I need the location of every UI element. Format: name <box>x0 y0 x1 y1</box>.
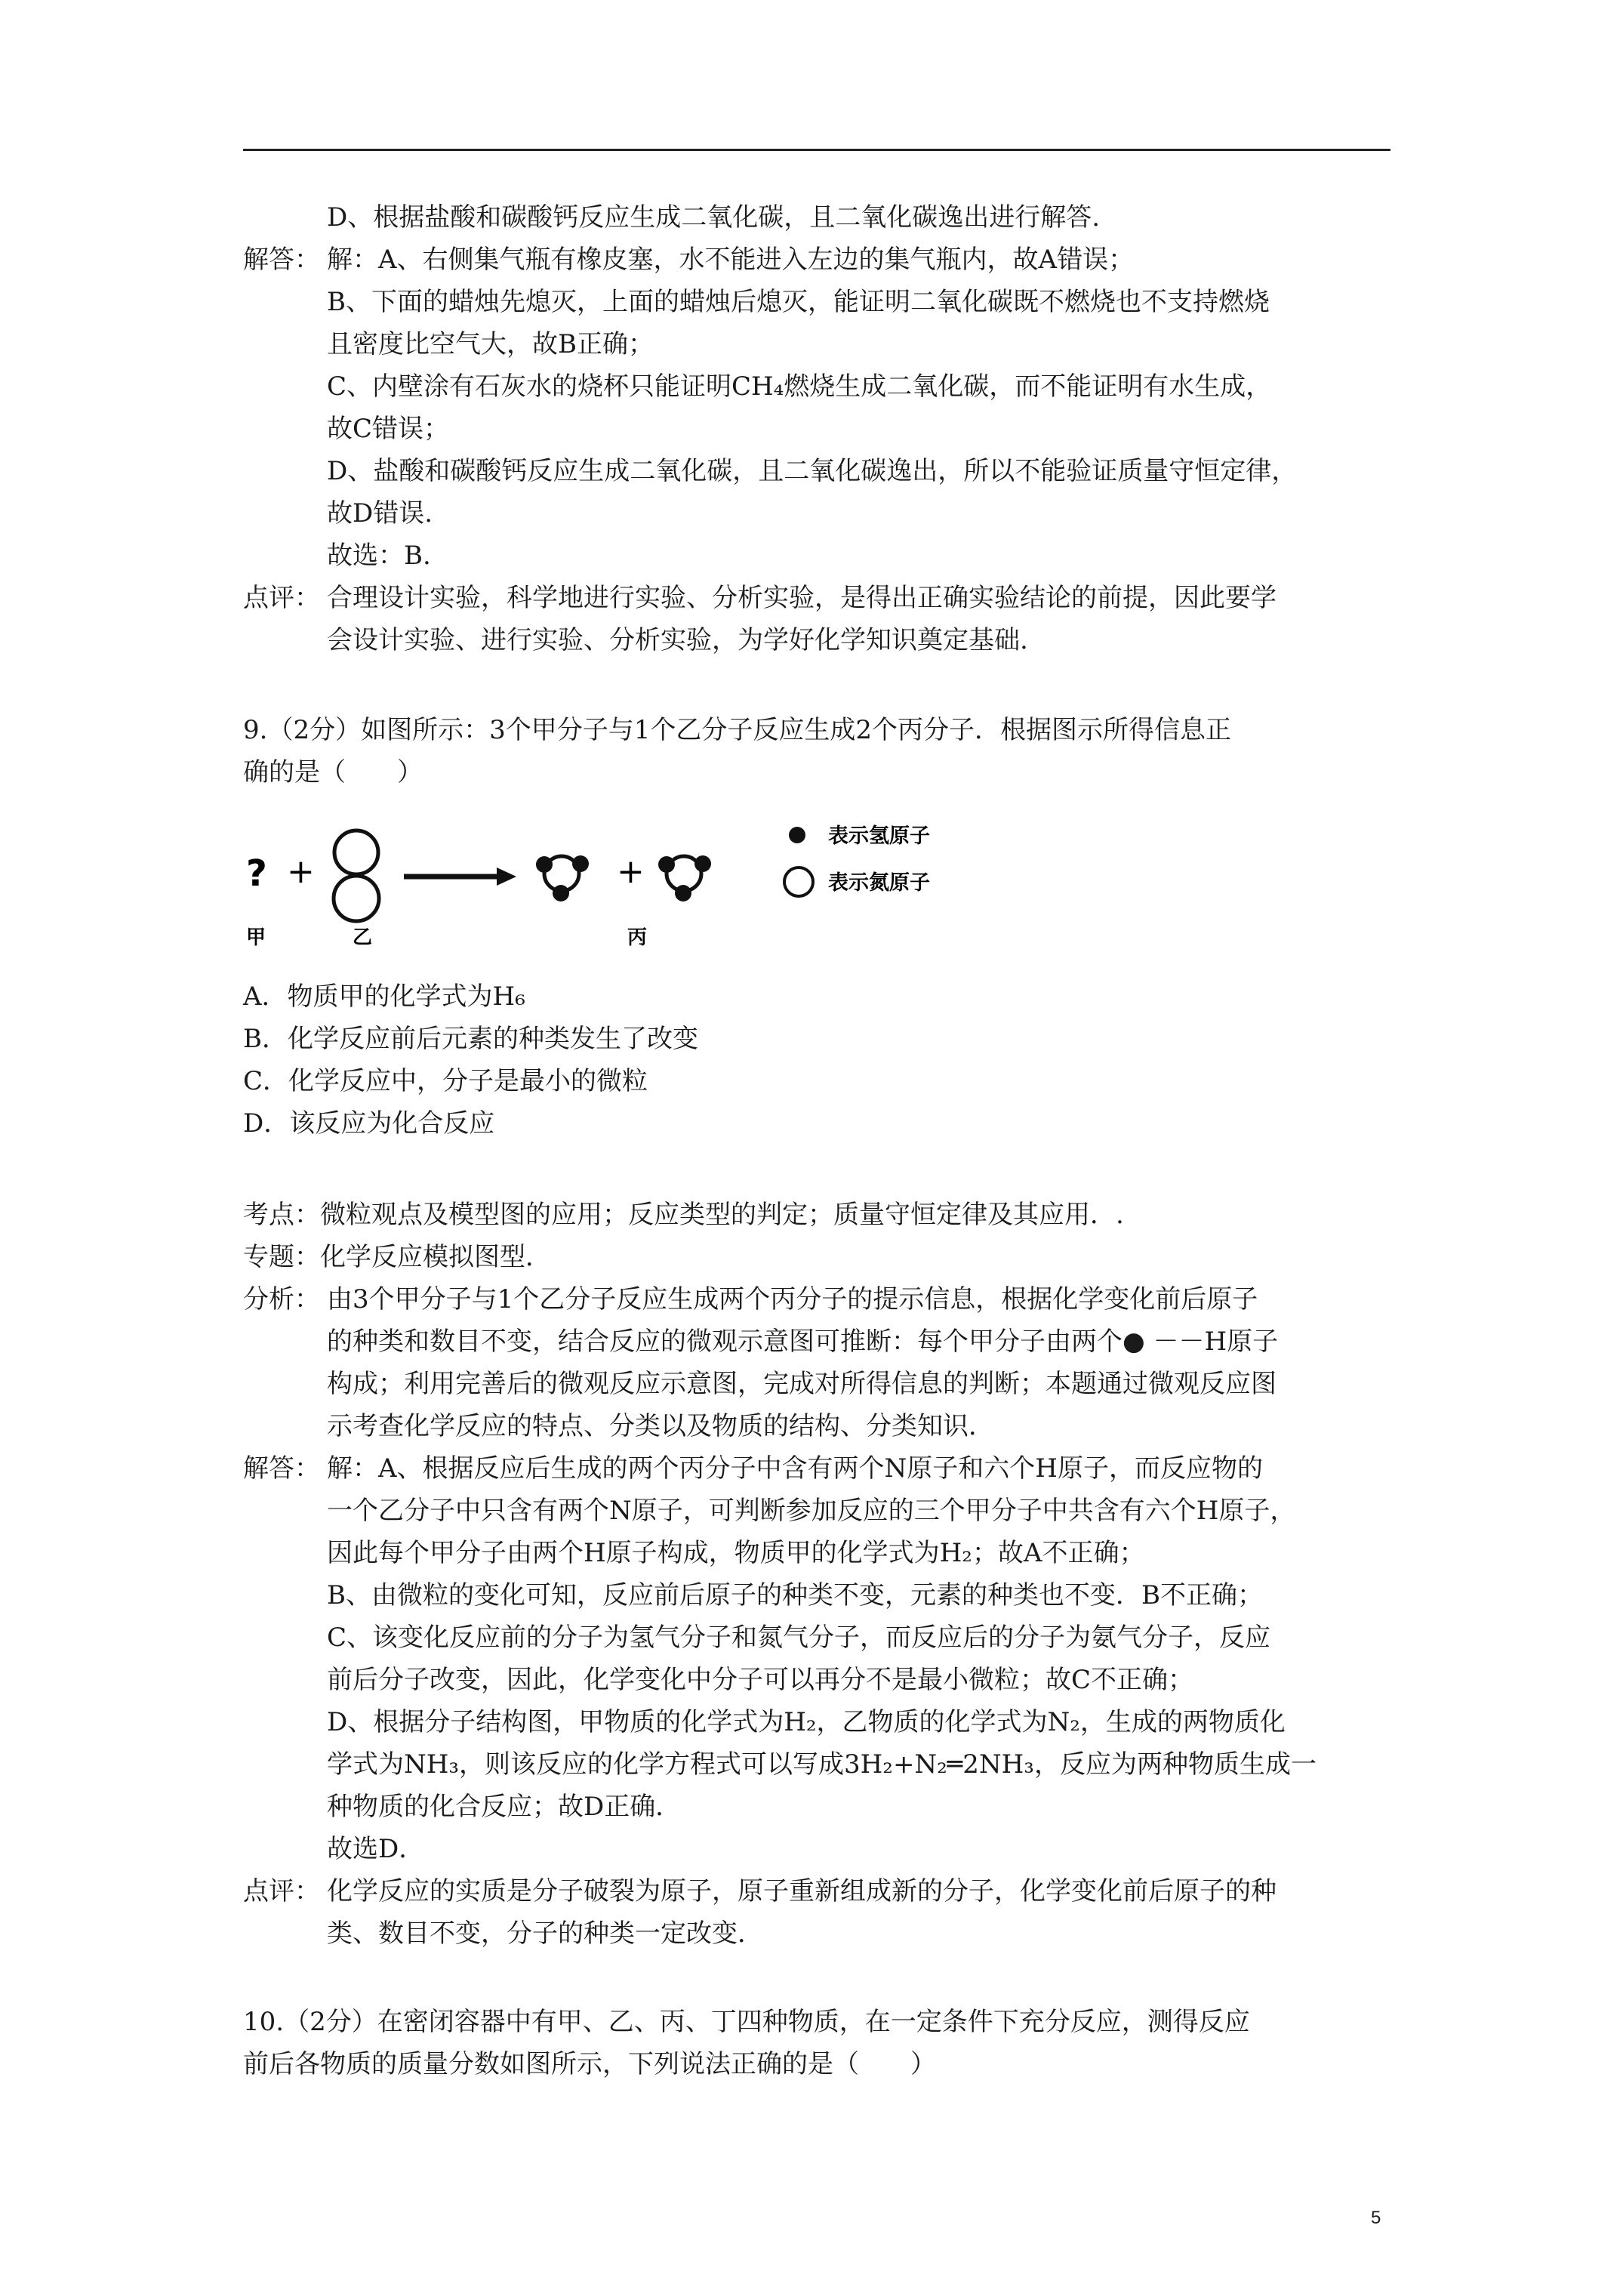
header-rule <box>243 149 1390 151</box>
q10-stem-line: 前后各物质的质量分数如图所示，下列说法正确的是（ ） <box>243 2049 936 2079</box>
legend-hydrogen-label: 表示氢原子 <box>828 824 930 848</box>
q9-option-c: C．化学反应中，分子是最小的微粒 <box>243 1066 648 1096</box>
q9-jieda-label: 解答： <box>243 1453 320 1484</box>
q9-dianping-line: 类、数目不变，分子的种类一定改变． <box>327 1918 763 1949</box>
q9-zhuanti: 专题：化学反应模拟图型． <box>243 1242 551 1272</box>
q8-comment-label: 点评： <box>243 583 320 613</box>
nh3-molecule <box>536 855 589 901</box>
hydrogen-atom-legend-icon <box>789 827 805 843</box>
q9-reaction-figure <box>243 819 1013 959</box>
q9-jieda-line: 学式为NH₃，则该反应的化学方程式可以写成3H₂+N₂═2NH₃，反应为两种物质生成一 <box>327 1749 1317 1780</box>
q9-option-b: B．化学反应前后元素的种类发生了改变 <box>243 1024 698 1054</box>
q8-answer-label: 解答： <box>243 245 320 275</box>
q9-option-a: A．物质甲的化学式为H₆ <box>243 982 525 1012</box>
q8-answer-line: 故C错误； <box>327 414 450 444</box>
q8-answer-line: D、盐酸和碳酸钙反应生成二氧化碳，且二氧化碳逸出，所以不能验证质量守恒定律， <box>327 456 1298 486</box>
q9-jieda-line: C、该变化反应前的分子为氢气分子和氮气分子，而反应后的分子为氨气分子，反应 <box>327 1623 1271 1653</box>
q9-kaodian: 考点：微粒观点及模型图的应用；反应类型的判定；质量守恒定律及其应用．. <box>243 1200 1124 1230</box>
q9-jieda-line: 种物质的化合反应；故D正确． <box>327 1792 682 1822</box>
page-number: 5 <box>1371 2208 1381 2228</box>
label-jia: 甲 <box>246 926 266 949</box>
label-bing: 丙 <box>627 926 648 949</box>
n2-molecule <box>334 831 379 921</box>
reaction-arrow <box>404 868 516 886</box>
q8-comment-line: 会设计实验、进行实验、分析实验，为学好化学知识奠定基础. <box>327 625 1028 655</box>
q8-analysis-d: D、根据盐酸和碳酸钙反应生成二氧化碳，且二氧化碳逸出进行解答. <box>327 202 1101 233</box>
legend-nitrogen-label: 表示氮原子 <box>828 871 930 895</box>
q8-answer-line: B、下面的蜡烛先熄灭，上面的蜡烛后熄灭，能证明二氧化碳既不燃烧也不支持燃烧 <box>327 287 1270 317</box>
q9-jieda-line: 一个乙分子中只含有两个N原子，可判断参加反应的三个甲分子中共含有六个H原子， <box>327 1496 1296 1526</box>
q9-fenxi-line: 示考查化学反应的特点、分类以及物质的结构、分类知识． <box>327 1411 994 1441</box>
q10-stem-line: 10.（2分）在密闭容器中有甲、乙、丙、丁四种物质，在一定条件下充分反应，测得反应 <box>243 2007 1250 2037</box>
plus-sign: + <box>617 852 645 891</box>
q9-fenxi-line: 构成；利用完善后的微观反应示意图，完成对所得信息的判断；本题通过微观反应图 <box>327 1369 1277 1399</box>
q8-answer-line: 且密度比空气大，故B正确； <box>327 329 654 359</box>
nh3-molecule <box>658 855 711 901</box>
q9-stem-line: 确的是（ ） <box>243 757 423 787</box>
q8-answer-line: 解：A、右侧集气瓶有橡皮塞，水不能进入左边的集气瓶内，故A错误； <box>327 245 1135 275</box>
q8-comment-line: 合理设计实验，科学地进行实验、分析实验，是得出正确实验结论的前提，因此要学 <box>327 583 1277 613</box>
q9-jieda-line: B、由微粒的变化可知，反应前后原子的种类不变，元素的种类也不变．B不正确； <box>327 1580 1263 1610</box>
q9-dianping-label: 点评： <box>243 1876 320 1906</box>
plus-sign: + <box>287 852 315 891</box>
q9-jieda-line: D、根据分子结构图，甲物质的化学式为H₂，乙物质的化学式为N₂，生成的两物质化 <box>327 1707 1286 1737</box>
label-yi: 乙 <box>353 926 373 949</box>
q9-option-d: D．该反应为化合反应 <box>243 1108 495 1139</box>
q9-jieda-line: 前后分子改变，因此，化学变化中分子可以再分不是最小微粒；故C不正确； <box>327 1665 1194 1695</box>
q9-jieda-line: 解：A、根据反应后生成的两个丙分子中含有两个N原子和六个H原子，而反应物的 <box>327 1453 1263 1484</box>
q9-stem-line: 9.（2分）如图所示：3个甲分子与1个乙分子反应生成2个丙分子．根据图示所得信息正 <box>243 715 1231 745</box>
q8-answer-line: 故选：B. <box>327 541 431 571</box>
nitrogen-atom-legend-icon <box>784 868 813 896</box>
q9-dianping-line: 化学反应的实质是分子破裂为原子，原子重新组成新的分子，化学变化前后原子的种 <box>327 1876 1277 1906</box>
q9-fenxi-label: 分析： <box>243 1284 320 1314</box>
unknown-reactant-mark: ? <box>246 852 267 895</box>
q8-answer-line: 故D错误. <box>327 498 433 529</box>
q9-fenxi-line: 由3个甲分子与1个乙分子反应生成两个丙分子的提示信息，根据化学变化前后原子 <box>327 1284 1258 1314</box>
reaction-diagram <box>243 819 1013 959</box>
q9-fenxi-line: 的种类和数目不变，结合反应的微观示意图可推断：每个甲分子由两个● －－H原子 <box>327 1327 1279 1357</box>
q9-jieda-line: 故选D． <box>327 1834 425 1864</box>
q8-answer-line: C、内壁涂有石灰水的烧杯只能证明CH₄燃烧生成二氧化碳，而不能证明有水生成， <box>327 371 1272 402</box>
q9-jieda-line: 因此每个甲分子由两个H原子构成，物质甲的化学式为H₂；故A不正确； <box>327 1538 1145 1568</box>
